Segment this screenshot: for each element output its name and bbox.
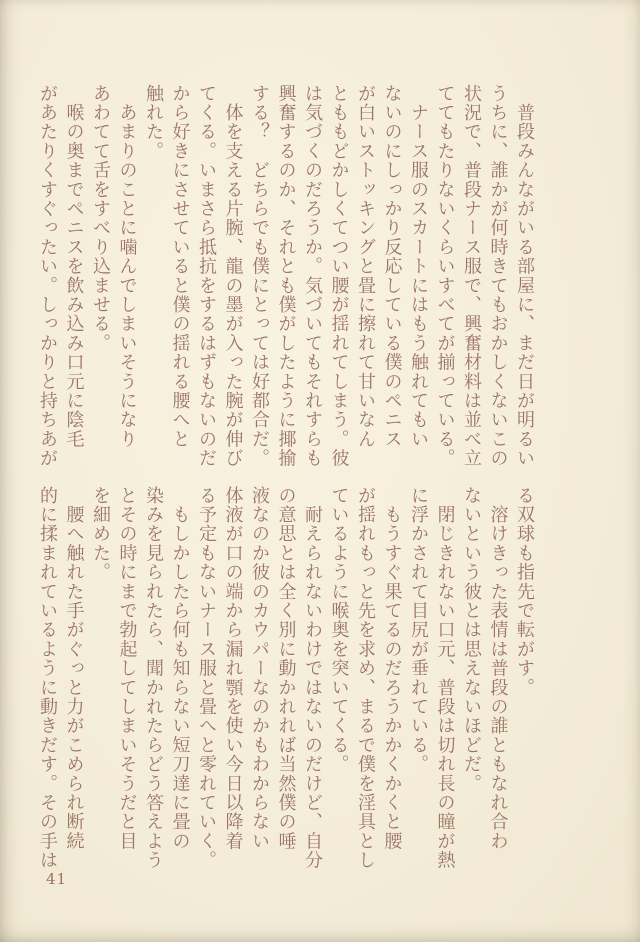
text-column: が白いストッキングと畳に擦れて甘いなん xyxy=(355,84,376,449)
text-column: 染みを見られたら、聞かれたらどう答えよう xyxy=(143,486,164,870)
text-column: る双球も指先で転がす。 xyxy=(514,486,535,698)
text-column: る予定もないナース服と畳へと零れていく。 xyxy=(196,486,217,870)
text-column: とももどかしくてつい腰が揺れてしまう。彼 xyxy=(328,84,350,468)
text-column: あまりのことに噛んでしまいそうになり xyxy=(116,84,138,449)
text-column: あわてて舌をすべり込ませる。 xyxy=(90,84,111,353)
text-column: の意思とは全く別に動かれれば当然僕の唾 xyxy=(275,486,297,851)
text-column: を細めた。 xyxy=(90,486,111,582)
text-column: 体を支える片腕、龍の墨が入った腕が伸び xyxy=(222,84,244,468)
text-column: ててもたりないくらいすべてが揃っている。 xyxy=(434,84,456,468)
text-column: 触れた。 xyxy=(143,84,164,161)
text-column: 状況で、普段ナース服で、興奮材料は並べ立 xyxy=(461,84,482,468)
text-column: ないのにしっかり反応している僕のペニス xyxy=(381,84,403,449)
text-column: 腰へ触れた手がぐっと力がこめられ断続 xyxy=(63,486,85,851)
text-column: 溶けきった表情は普段の誰ともなれ合わ xyxy=(487,486,509,851)
text-column: する？ どちらでも僕にとっては好都合だ。 xyxy=(249,84,270,468)
text-column: とその時にまで勃起してしまいそうだと目 xyxy=(116,486,138,851)
text-column: もうすぐ果てるのだろうかかくかくと腰 xyxy=(381,486,403,851)
text-column: ナース服のスカートにはもう触れてもい xyxy=(408,84,429,449)
text-column: 普段みんながいる部屋に、まだ日が明るい xyxy=(514,84,535,468)
text-column: うちに、誰かが何時きてもおかしくないこの xyxy=(487,84,509,468)
text-column: があたりくすぐったい。しっかりと持ちあが xyxy=(37,84,58,468)
text-block-top xyxy=(34,84,538,482)
text-column: ないという彼とは思えないほどだ。 xyxy=(461,486,482,794)
text-column: に浮かされて目尻が垂れている。 xyxy=(408,486,429,774)
text-column: 体液が口の端から漏れ顎を使い今日以降着 xyxy=(222,486,244,851)
text-block-bottom xyxy=(34,486,538,884)
text-column: 喉の奥までペニスを飲み込み口元に陰毛 xyxy=(63,84,85,449)
text-column: ているように喉奥を突いてくる。 xyxy=(328,486,350,774)
text-column: は気づくのだろうか。気づいてもそれすらも xyxy=(302,84,323,468)
text-column: 液なのか彼のカウパーなのかもわからない xyxy=(249,486,270,851)
text-column: 閉じきれない口元、普段は切れ長の瞳が熱 xyxy=(434,486,456,870)
text-column: 興奮するのか、それとも僕がしたように揶揄 xyxy=(275,84,297,468)
page-number: 41 xyxy=(46,870,68,888)
text-column: 的に揉まれているように動きだす。その手は xyxy=(37,486,58,870)
text-column: から好きにさせていると僕の揺れる腰へと xyxy=(169,84,191,449)
text-column: てくる。いまさら抵抗をするはずもないのだ xyxy=(196,84,217,468)
text-column: が揺れもっと先を求め、まるで僕を淫具とし xyxy=(355,486,376,870)
text-column: もしかしたら何も知らない短刀達に畳の xyxy=(169,486,191,851)
text-column: 耐えられないわけではないのだけど、自分 xyxy=(302,486,323,870)
